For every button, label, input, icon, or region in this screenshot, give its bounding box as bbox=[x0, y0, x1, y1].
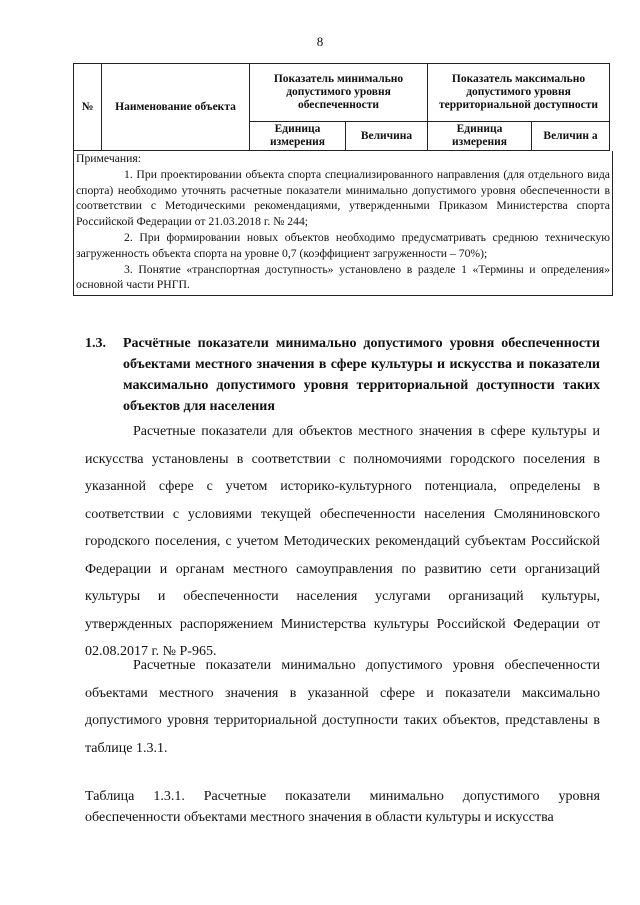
header-cell-object-name: Наименование объекта bbox=[102, 64, 250, 151]
note-item: 2. При формировании новых объектов необходимо предусматривать среднюю техническую загруженность объекта спорта на уровне 0,7 (коэффициент загруженности – 70%); bbox=[76, 230, 610, 260]
section-heading bbox=[85, 333, 600, 417]
section-number: 1.3. bbox=[85, 336, 106, 351]
header-cell-max-accessibility: Показатель максимально допустимого уровня территориальной доступности bbox=[428, 64, 610, 122]
header-cell-min-provision: Показатель минимально допустимого уровня обеспеченности bbox=[250, 64, 428, 122]
header-cell-min-value: Величина bbox=[346, 122, 428, 151]
header-cell-number: № bbox=[74, 64, 102, 151]
paragraph-text: Расчетные показатели для объектов местного значения в сфере культуры и искусства установлены в соответствии с полномочиями городского поселения в указанной сфере с учетом историко-культурного потенциала, определены в соответствии с условиями текущей обеспеченности населения Смоляниновского городского поселения, с учетом Методических рекомендаций субъектам Российской Федерации и органам местного самоуправления по развитию сети организаций культуры и обеспеченности населения услугами организаций культуры, утвержденных распоряжением Министерства культуры Российской Федерации от 02.08.2017 г. № Р-965. bbox=[85, 424, 600, 659]
note-item: 1. При проектировании объекта спорта специализированного направления (для отдельного вида спорта) необходимо уточнять расчетные показатели минимально допустимого уровня обеспеченности в соответствии с Методическими рекомендациями, утвержденными Приказом Министерства спорта Российской Федерации от 21.03.2018 г. № 244; bbox=[76, 167, 610, 229]
note-item: 3. Понятие «транспортная доступность» установлено в разделе 1 «Термины и определения» основной части РНГП. bbox=[76, 262, 610, 292]
page-number: 8 bbox=[316, 34, 324, 49]
header-cell-min-unit: Единица измерения bbox=[250, 122, 346, 151]
header-cell-max-value: Величин а bbox=[532, 122, 610, 151]
paragraph-text: Расчетные показатели минимально допустимого уровня обеспеченности объектами местного значения в указанной сфере и показатели максимально допустимого уровня территориальной доступности таких объектов, представлены в таблице 1.3.1. bbox=[85, 658, 600, 756]
table-notes bbox=[73, 151, 613, 296]
body-paragraph bbox=[85, 652, 600, 762]
indicator-table-header bbox=[73, 63, 610, 151]
body-paragraph bbox=[85, 418, 600, 666]
header-cell-max-unit: Единица измерения bbox=[428, 122, 532, 151]
section-title: Расчётные показатели минимально допустимого уровня обеспеченности объектами местного значения в сфере культуры и искусства и показатели максимально допустимого уровня территориальной доступности таких объектов для населения bbox=[123, 336, 600, 414]
table-caption: Таблица 1.3.1. Расчетные показатели минимально допустимого уровня обеспеченности объектами местного значения в области культуры и искусства bbox=[85, 789, 600, 825]
notes-title: Примечания: bbox=[76, 152, 142, 165]
